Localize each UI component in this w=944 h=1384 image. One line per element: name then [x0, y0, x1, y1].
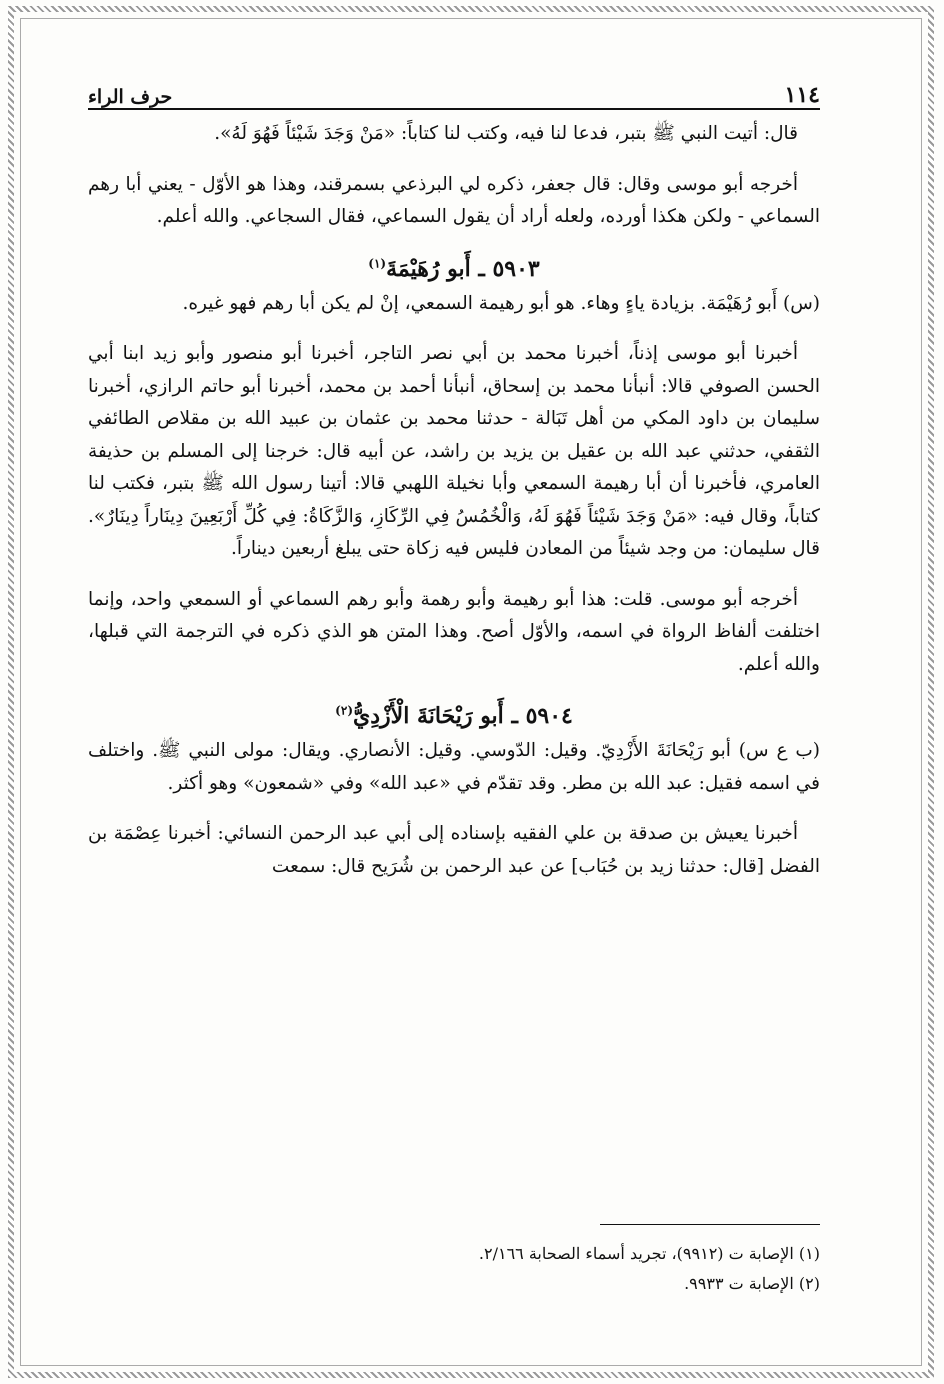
- paragraph-1: قال: أتيت النبي ﷺ بتبر، فدعا لنا فيه، وكتب لنا كتاباً: «مَنْ وَجَدَ شَيْئاً فَهُوَ لَهُ».: [214, 123, 798, 144]
- page-body: [88, 74, 820, 1344]
- footnote-2: (٢) الإصابة ت ٩٩٣٣.: [684, 1274, 820, 1293]
- page-number: ١١٤: [784, 82, 820, 108]
- entry-title-5904: [88, 703, 820, 729]
- paragraph-2: أخرجه أبو موسى وقال: قال جعفر، ذكره لي البرذعي بسمرقند، وهذا هو الأوّل - يعني أبا رهم السماعي - ولكن هكذا أورده، ولعله أراد أن يقول السماعي، فقال السجاعي. والله أعلم.: [88, 173, 820, 227]
- footnotes: [88, 1224, 820, 1299]
- entry-title-5903-text: ٥٩٠٣ ـ أَبو رُهَيْمَةَ: [386, 255, 540, 282]
- page-header: [88, 74, 820, 110]
- running-title: حرف الراء: [88, 86, 173, 108]
- paragraph-5: أخرجه أبو موسى. قلت: هذا أبو رهيمة وأبو رهمة وأبو رهم السماعي أو السمعي واحد، وإنما اختلفت ألفاظ الرواة في اسمه، والأوّل أصح. وهذا المتن هو الذي ذكره في الترجمة التي قبلها، والله أعلم.: [88, 588, 820, 675]
- footnote-ref-1: (١): [368, 256, 387, 271]
- entry-title-5903: [88, 256, 820, 282]
- paragraph-3: (س) أَبو رُهَيْمَة. بزيادة ياءٍ وهاء. هو أبو رهيمة السمعي، إنْ لم يكن أبا رهم فهو غيره.: [182, 292, 820, 314]
- footnote-rule: [600, 1224, 820, 1225]
- footnote-1: (١) الإصابة ت (٩٩١٢)، تجريد أسماء الصحابة ٢/١٦٦.: [478, 1244, 820, 1263]
- paragraph-6: (ب ع س) أبو رَيْحَانَةَ الأَزْدِيّ. وقيل: الدّوسي. وقيل: الأنصاري. ويقال: مولى النبي ﷺ. واختلف في اسمه فقيل: عبد الله بن مطر. وقد تقدّم في «عبد الله» وفي «شمعون» وهو أكثر.: [88, 740, 820, 794]
- paragraph-4: أخبرنا أبو موسى إذناً، أخبرنا محمد بن أبي نصر التاجر، أخبرنا أبو منصور وأبو زيد ابنا أبي الحسن الصوفي قالا: أنبأنا محمد بن إسحاق، أنبأنا أحمد بن محمد، أخبرنا أبو حاتم الرازي، أخبرنا سليمان بن داود المكي من أهل تَبَالة - حدثنا محمد بن عثمان بن عبيد الله بن مقلاص الطائفي الثقفي، حدثني عبد الله بن عقيل بن يزيد بن راشد، عن أبيه قال: خرجنا إلى المسلم بن حذيفة العامري، فأخبرنا أن أبا رهيمة السمعي وأبا نخيلة اللهبي قالا: أتينا رسول الله ﷺ بتبر، فكتب لنا كتاباً، وقال فيه: «مَنْ وَجَدَ شَيْئاً فَهُوَ لَهُ، وَالْخُمُسُ فِي الرِّكَازِ، وَالزَّكَاةُ: فِي كُلِّ أَرْبَعِينَ دِينَاراً دِينَارٌ». قال سليمان: من وجد شيئاً من المعادن فليس فيه زكاة حتى يبلغ أربعين ديناراً.: [88, 343, 820, 559]
- footnote-ref-2: (٢): [335, 703, 353, 718]
- paragraph-7: أخبرنا يعيش بن صدقة بن علي الفقيه بإسناده إلى أبي عبد الرحمن النسائي: أخبرنا عِصْمَة بن الفضل [قال: حدثنا زيد بن حُبَاب] عن عبد الرحمن بن شُرَيح قال: سمعت: [88, 823, 820, 877]
- entry-title-5904-text: ٥٩٠٤ ـ أَبو رَيْحَانَةَ الْأَزْدِيُّ: [353, 703, 573, 729]
